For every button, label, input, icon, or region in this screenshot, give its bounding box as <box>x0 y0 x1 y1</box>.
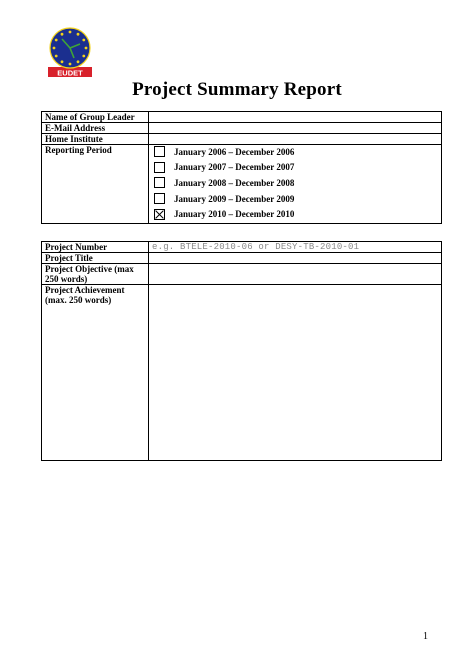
option-label: January 2010 – December 2010 <box>174 209 295 220</box>
option-label: January 2008 – December 2008 <box>174 177 295 188</box>
table-row <box>42 112 442 123</box>
option-label: January 2007 – December 2007 <box>174 162 295 173</box>
label-line: Project Objective (max <box>45 264 134 274</box>
group-leader-field[interactable] <box>149 112 442 123</box>
option-label: January 2006 – December 2006 <box>174 146 295 157</box>
label-line: (max. 250 words) <box>45 295 112 305</box>
checkbox-2010[interactable] <box>154 209 165 220</box>
email-field[interactable] <box>149 123 442 134</box>
table-row <box>42 285 442 461</box>
group-info-table <box>41 111 442 224</box>
reporting-option-2010[interactable] <box>152 206 438 222</box>
reporting-option-2006[interactable] <box>152 144 438 160</box>
checkbox-2008[interactable] <box>154 177 165 188</box>
project-achievement-field[interactable] <box>149 285 442 461</box>
table-row <box>42 145 442 224</box>
label-line: Project Achievement <box>45 285 125 295</box>
checkbox-2007[interactable] <box>154 162 165 173</box>
page-title: Project Summary Report <box>132 79 342 100</box>
home-institute-label: Home Institute <box>42 134 149 145</box>
label-line: 250 words) <box>45 274 88 284</box>
project-objective-label <box>42 264 149 285</box>
project-info-table <box>41 241 442 461</box>
reporting-option-2008[interactable] <box>152 175 438 191</box>
reporting-option-2009[interactable] <box>152 191 438 207</box>
reporting-option-2007[interactable] <box>152 160 438 176</box>
group-leader-label: Name of Group Leader <box>42 112 149 123</box>
table-row <box>42 123 442 134</box>
email-label: E-Mail Address <box>42 123 149 134</box>
table-row <box>42 134 442 145</box>
reporting-period-options <box>149 145 442 224</box>
checkbox-2009[interactable] <box>154 193 165 204</box>
project-title-field[interactable] <box>149 253 442 264</box>
page-number: 1 <box>423 631 428 642</box>
project-title-label: Project Title <box>42 253 149 264</box>
table-row <box>42 264 442 285</box>
eudet-logo <box>44 26 96 78</box>
project-objective-field[interactable] <box>149 264 442 285</box>
option-label: January 2009 – December 2009 <box>174 193 295 204</box>
table-row <box>42 253 442 264</box>
reporting-period-label: Reporting Period <box>42 145 149 224</box>
logo-text: EUDET <box>57 68 83 78</box>
checkbox-2006[interactable] <box>154 146 165 157</box>
project-number-field[interactable]: e.g. BTELE-2010-06 or DESY-TB-2010-01 <box>149 242 442 253</box>
project-number-label: Project Number <box>42 242 149 253</box>
home-institute-field[interactable] <box>149 134 442 145</box>
project-achievement-label <box>42 285 149 461</box>
table-row <box>42 242 442 253</box>
